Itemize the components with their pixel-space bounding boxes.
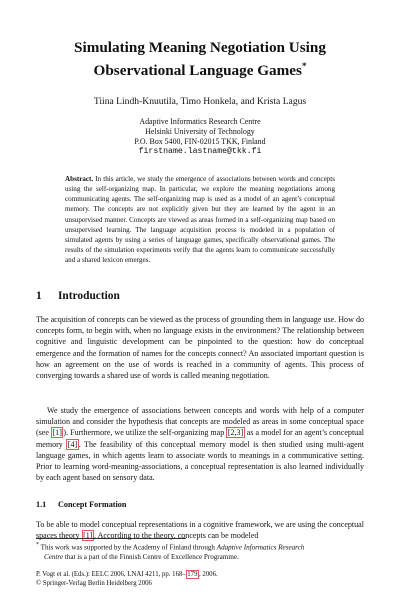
paper-title bbox=[40, 38, 360, 80]
footnote-text-2: that is a part of the Finnish Centre of Excellence Programme. bbox=[63, 552, 239, 561]
section-title: Introduction bbox=[58, 290, 120, 302]
affiliation-line-1: Adaptive Informatics Research Centre bbox=[139, 117, 261, 126]
footnote-mark: * bbox=[36, 542, 39, 548]
paragraph-text: ). Furthermore, we utilize the self-organizing map bbox=[63, 428, 227, 438]
copyright-line: © Springer-Verlag Berlin Heidelberg 2006 bbox=[36, 580, 152, 588]
citation-link-4[interactable]: [4] bbox=[67, 439, 78, 449]
publication-info bbox=[36, 570, 218, 588]
footnote-italic-1: Adaptive Informatics Research bbox=[216, 543, 305, 552]
affiliation bbox=[40, 117, 360, 157]
paragraph-text: . The feasibility of this conceptual memory model is then studied using multi-agent language games, in which agents learn to associate words to meanings in a communicative setting. Prior to learning word-meaning-associations, a conceptual representation is also learned individually by each agent based on sensory data. bbox=[36, 439, 365, 483]
paragraph-text: as a model for an agent’s conceptual memory bbox=[36, 428, 365, 449]
citation-link-1b[interactable]: [1] bbox=[83, 531, 93, 541]
title-line-1: Simulating Meaning Negotiation Using bbox=[74, 39, 326, 56]
footnote-line-2 bbox=[36, 553, 364, 563]
section-heading-introduction bbox=[36, 290, 120, 302]
abstract bbox=[65, 174, 335, 265]
subsection-title: Concept Formation bbox=[58, 500, 127, 509]
publication-line-1 bbox=[36, 570, 218, 579]
abstract-label: Abstract. bbox=[65, 175, 94, 183]
paragraph-text: . According to the theory, concepts can be modeled bbox=[93, 531, 259, 541]
footnote bbox=[36, 541, 364, 563]
citation-link-2-3[interactable]: [2,3] bbox=[227, 428, 244, 438]
publication-text: , 2006. bbox=[198, 571, 218, 578]
footnote-italic-2: Centre bbox=[44, 552, 64, 561]
publication-text: P. Vogt et al. (Eds.): EELC 2006, LNAI 4211, pp. 168– bbox=[36, 571, 186, 578]
footnote-divider bbox=[36, 538, 186, 539]
paragraph-text: We study the emergence of associations between concepts and words with help of a computer simulation and consider the hypothesis that concepts are modeled as areas in some conceptual space (see bbox=[36, 406, 364, 438]
author-list: Tiina Lindh-Knuutila, Timo Honkela, and Krista Lagus bbox=[93, 96, 307, 107]
abstract-text: In this article, we study the emergence of associations between words and concepts using the self-organizing map. In particular, we explore the meaning negotiations among communicating agents. The self-organizing map is used as a model of an agent’s conceptual memory. The concepts are not explicitly given but they are learned by the agent in an unsupervised manner. Concepts are viewed as areas formed in a self-organizing map based on unsupervised learning. The language acquisition process is modeled in a population of simulated agents by using a series of language games, specifically observational games. The results of the simulation experiments verify that the agents learn to communicate successfully and a shared lexicon emerges. bbox=[65, 175, 335, 265]
citation-link-1[interactable]: [1] bbox=[52, 428, 62, 438]
subsection-number: 1.1 bbox=[36, 500, 47, 509]
intro-paragraph-1: The acquisition of concepts can be viewed as the process of grounding them in language use. How do concepts form, to begin with, when no language exists in the environment? The relationship between cognitive and linguistic development can be pinpointed to the question: how do conceptual emergence and the formation of names for the concepts connect? An associated important question is how an agreement on the use of words is reached in a community of agents. This process of converging towards a shared use of words is called meaning negotiation. bbox=[36, 315, 364, 381]
page-range-link[interactable]: 179 bbox=[187, 571, 198, 578]
intro-paragraph-2 bbox=[36, 405, 364, 483]
paragraph-text: To be able to model conceptual representations in a cognitive framework, we are using the conceptual spaces theory bbox=[36, 520, 364, 541]
author-email: firstname.lastname@tkk.fi bbox=[138, 147, 262, 156]
title-line-2: Observational Language Games bbox=[93, 62, 302, 80]
subsection-heading-concept-formation bbox=[36, 500, 126, 509]
section-number: 1 bbox=[36, 290, 42, 302]
footnote-text-1: This work was supported by the Academy of Finland through bbox=[40, 543, 217, 552]
affiliation-line-3: P.O. Box 5400, FIN-02015 TKK, Finland bbox=[134, 137, 266, 146]
title-footnote-mark: * bbox=[301, 61, 307, 71]
affiliation-line-2: Helsinki University of Technology bbox=[145, 127, 255, 136]
